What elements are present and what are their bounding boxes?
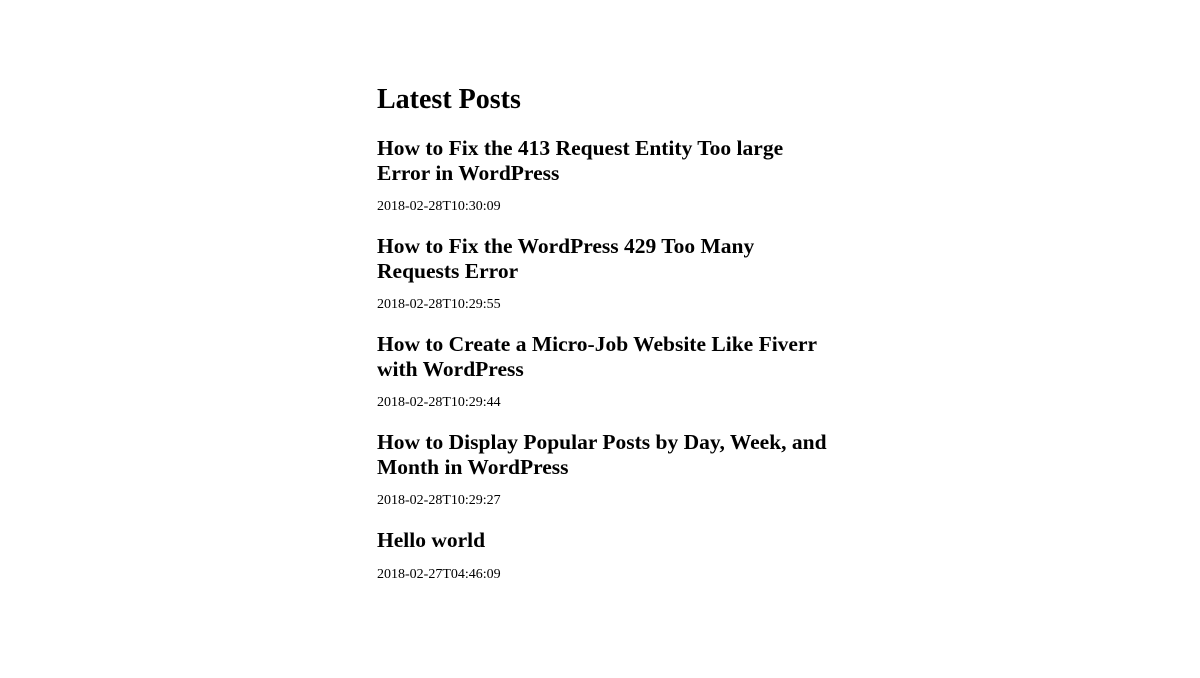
- post-item: [377, 136, 827, 215]
- post-title[interactable]: How to Create a Micro-Job Website Like Fiverr with WordPress: [377, 332, 817, 381]
- post-title[interactable]: Hello world: [377, 528, 486, 552]
- post-date: 2018-02-28T10:30:09: [377, 199, 501, 214]
- post-date: 2018-02-28T10:29:27: [377, 493, 501, 508]
- post-item: [377, 528, 827, 583]
- post-date: 2018-02-28T10:29:55: [377, 297, 501, 312]
- post-title[interactable]: How to Fix the WordPress 429 Too Many Requests Error: [377, 234, 755, 283]
- latest-posts-section: [377, 84, 827, 602]
- post-date: 2018-02-27T04:46:09: [377, 566, 501, 582]
- post-date: 2018-02-28T10:29:44: [377, 395, 501, 410]
- post-item: [377, 234, 827, 313]
- page-title: Latest Posts: [377, 84, 521, 115]
- post-item: [377, 430, 827, 509]
- post-title[interactable]: How to Display Popular Posts by Day, Week, and Month in WordPress: [377, 430, 827, 479]
- post-item: [377, 332, 827, 411]
- post-title[interactable]: How to Fix the 413 Request Entity Too large Error in WordPress: [377, 136, 784, 185]
